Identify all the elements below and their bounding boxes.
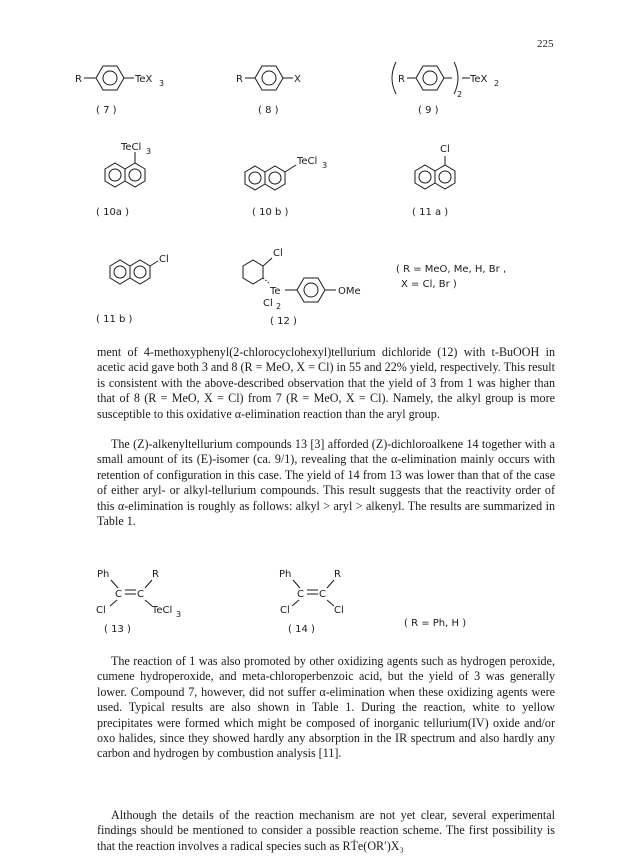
s13-te-n: 3 bbox=[176, 610, 182, 619]
s7-r: R bbox=[75, 74, 82, 85]
s11b-sub: Cl bbox=[159, 254, 169, 265]
s8-x: X bbox=[294, 74, 301, 85]
s13-cl: Cl bbox=[96, 605, 106, 616]
s14-label: ( 14 ) bbox=[288, 624, 315, 635]
s13-te: TeCl bbox=[152, 605, 173, 616]
s8-r: R bbox=[236, 74, 243, 85]
s10a-label: ( 10a ) bbox=[96, 207, 130, 218]
s8-label: ( 8 ) bbox=[258, 105, 279, 116]
s11b-label: ( 11 b ) bbox=[96, 314, 133, 325]
s14-cl-right: Cl bbox=[334, 605, 344, 616]
note-r-ph-h: ( R = Ph, H ) bbox=[404, 618, 467, 629]
structure-14 bbox=[279, 569, 344, 635]
s10b-label: ( 10 b ) bbox=[252, 207, 289, 218]
paragraph-3-text: The reaction of 1 was also promoted by other oxidizing agents such as hydrogen peroxide, cumene hydroperoxide, and meta-chloroperbenzoic acid, but the yield of 3 was generally lower. Compound 7, however, did not suffer α-elimination when these oxidizing agents were used. Typical results are also shown in Table 1. During the reaction, white to yellow precipitates were formed which might be composed of inorganic tellurium(IV) oxide and/or oxo halides, since they showed hardly any absorption in the IR spectrum and also hardly any carbon and hydrogen by combustion analysis [11]. bbox=[97, 654, 555, 761]
paragraph-1: ment of 4-methoxyphenyl(2-chlorocyclohexyl)tellurium dichloride (12) with t-BuOOH in acetic acid gave both 3 and 8 (R = MeO, X = Cl) in 55 and 22% yield, respectively. This result is consistent with the above-described observation that the yield of 3 from 1 was higher than that of 8 (R = MeO, X = Cl) from 7 (R = MeO, X = Cl). Namely, the alkyl group is more susceptible to this oxidative α-elimination reaction than the aryl group. bbox=[97, 345, 555, 421]
structures-figure bbox=[0, 0, 624, 345]
structure-11a bbox=[412, 144, 455, 218]
s14-c1: C bbox=[297, 589, 304, 600]
structure-7 bbox=[75, 66, 164, 116]
s12-te: Te bbox=[270, 286, 281, 297]
page-number: 225 bbox=[537, 38, 554, 50]
s12-cl: Cl bbox=[273, 248, 283, 259]
s9-x-sub: 2 bbox=[494, 79, 500, 88]
paragraph-4-text: Although the details of the reaction mechanism are not yet clear, several experimental findings should be mentioned to consider a possible reaction scheme. The first possibility is that the reaction involves a radical species such as RṪe(OR′)X₃ bbox=[97, 808, 555, 853]
s14-cl-left: Cl bbox=[280, 605, 290, 616]
structure-12 bbox=[243, 248, 361, 327]
paragraph-2-text: The (Z)-alkenyltellurium compounds 13 [3] afforded (Z)-dichloroalkene 14 together with a small amount of its (E)-isomer (ca. 9/1), revealing that the α-elimination mainly occurs with retention of configuration in this case. The yield of 14 from 13 was lower than that of the case of either aryl- or alkyl-tellurium compounds. This result suggests that the reactivity order of this α-elimination is roughly as follows: alkyl > aryl > alkenyl. The results are summarized in Table 1. bbox=[97, 437, 555, 529]
s12-ome: OMe bbox=[338, 286, 361, 297]
structure-9 bbox=[392, 62, 499, 116]
s13-r: R bbox=[152, 569, 159, 580]
structure-11b bbox=[96, 254, 169, 325]
s12-cl2-n: 2 bbox=[276, 302, 282, 311]
s10a-sub-n: 3 bbox=[146, 147, 152, 156]
s9-n: 2 bbox=[457, 90, 463, 99]
s9-r: R bbox=[398, 74, 405, 85]
s13-ph: Ph bbox=[97, 569, 110, 580]
structure-13 bbox=[96, 569, 181, 635]
s11a-label: ( 11 a ) bbox=[412, 207, 449, 218]
s14-ph: Ph bbox=[279, 569, 292, 580]
note-r-x-line1: ( R = MeO, Me, H, Br , bbox=[396, 264, 507, 275]
s12-label: ( 12 ) bbox=[270, 316, 297, 327]
s14-c2: C bbox=[319, 589, 326, 600]
paragraph-4 bbox=[97, 808, 555, 854]
s10a-sub: TeCl bbox=[121, 142, 142, 153]
s14-r: R bbox=[334, 569, 341, 580]
paragraph-3 bbox=[97, 654, 555, 762]
s12-cl2: Cl bbox=[263, 298, 273, 309]
s10b-sub: TeCl bbox=[297, 156, 318, 167]
s13-c1: C bbox=[115, 589, 122, 600]
s9-x: TeX bbox=[470, 74, 488, 85]
structure-8 bbox=[236, 66, 301, 116]
s10b-sub-n: 3 bbox=[322, 161, 328, 170]
structure-10b bbox=[245, 156, 327, 218]
s11a-sub: Cl bbox=[440, 144, 450, 155]
s13-c2: C bbox=[137, 589, 144, 600]
structure-10a bbox=[96, 142, 151, 218]
s9-label: ( 9 ) bbox=[418, 105, 439, 116]
note-r-x-line2: X = Cl, Br ) bbox=[401, 279, 457, 290]
alkene-structures-figure bbox=[0, 555, 624, 645]
s7-label: ( 7 ) bbox=[96, 105, 117, 116]
s7-x: TeX bbox=[135, 74, 153, 85]
paragraph-2 bbox=[97, 437, 555, 529]
s13-label: ( 13 ) bbox=[104, 624, 131, 635]
s7-x-sub: 3 bbox=[159, 79, 165, 88]
